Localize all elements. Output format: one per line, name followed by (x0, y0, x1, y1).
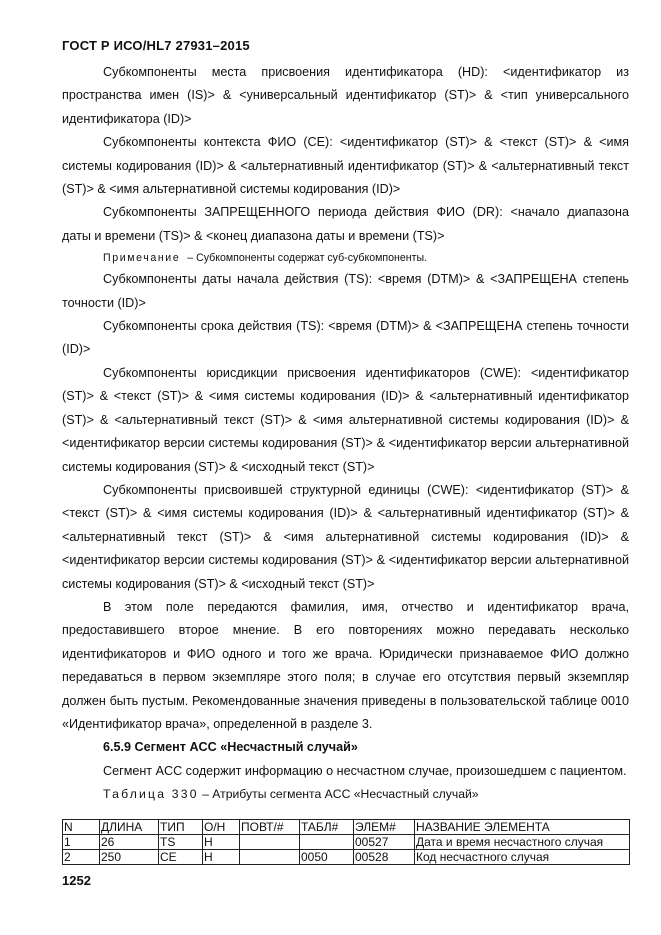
table-cell: 1 (63, 835, 100, 850)
column-header: ТИП (159, 820, 203, 835)
paragraph-hd-subcomponents: Субкомпоненты места присвоения идентификатора (HD): <идентификатор из пространства имен (IS)> & <универсальный идентификатор (ST)> & <тип универсального идентификатора (ID)> (62, 65, 629, 126)
table-caption-label: Таблица 330 (103, 787, 199, 802)
document-header: ГОСТ Р ИСО/HL7 27931–2015 (62, 38, 250, 53)
attributes-table (62, 819, 630, 865)
column-header: ПОВТ/# (240, 820, 300, 835)
table-cell: 2 (63, 850, 100, 865)
table-cell: 26 (100, 835, 159, 850)
document-body (62, 61, 629, 807)
column-header: О/Н (203, 820, 240, 835)
table-caption (62, 783, 629, 806)
table-cell: 0050 (300, 850, 354, 865)
table-cell (240, 835, 300, 850)
table-cell (240, 850, 300, 865)
section-heading: 6.5.9 Сегмент ACC «Несчастный случай» (103, 740, 358, 755)
table-cell: 00527 (354, 835, 415, 850)
paragraph-field-description: В этом поле передаются фамилия, имя, отчество и идентификатор врача, предоставившего второе мнение. В его повторениях можно передавать несколько идентификаторов и ФИО одного и того же врача. Юридически признаваемое ФИО должно передаваться в первом экземпляре этого поля; в случае его отсутствия первый экземпляр должен быть пустым. Рекомендованные значения приведены в пользовательской таблице 0010 «Идентификатор врача», определенной в разделе 3. (62, 599, 629, 731)
table-cell: CE (159, 850, 203, 865)
paragraph-duration-subcomponents: Субкомпоненты срока действия (TS): <время (DTM)> & <ЗАПРЕЩЕНА степень точности (ID)> (62, 319, 629, 357)
paragraph-ce-subcomponents: Субкомпоненты контекста ФИО (CE): <идентификатор (ST)> & <текст (ST)> & <имя системы кодирования (ID)> & <альтернативный идентификатор (ST)> & <альтернативный текст (ST)> & <имя альтернативной системы кодирования (ID)> (62, 135, 629, 197)
table-cell: TS (159, 835, 203, 850)
table-row (63, 850, 630, 865)
table-cell: 250 (100, 850, 159, 865)
table-header-row (63, 820, 630, 835)
paragraph-unit-subcomponents: Субкомпоненты присвоившей структурной единицы (CWE): <идентификатор (ST)> & <текст (ST)> & <имя системы кодирования (ID)> & <альтернативный идентификатор (ST)> & <альтернативный текст (ST)> & <имя альтернативной системы кодирования (ID)> & <идентификатор версии системы кодирования (ST)> & <идентификатор версии альтернативной системы кодирования (ST)> & <исходный текст (ST)> (62, 482, 629, 591)
table-caption-text: – Атрибуты сегмента ACC «Несчастный случай» (202, 787, 479, 802)
table-row (63, 835, 630, 850)
note-label: Примечание (103, 252, 181, 265)
table-cell: 00528 (354, 850, 415, 865)
column-header: N (63, 820, 100, 835)
page-number: 1252 (62, 873, 91, 888)
table-cell: Н (203, 835, 240, 850)
paragraph-segment-description: Сегмент ACC содержит информацию о несчастном случае, произошедшем с пациентом. (103, 763, 627, 778)
note-text: – Субкомпоненты содержат суб-субкомпоненты. (187, 252, 428, 265)
column-header: ЭЛЕМ# (354, 820, 415, 835)
column-header: НАЗВАНИЕ ЭЛЕМЕНТА (415, 820, 630, 835)
paragraph-dr-subcomponents: Субкомпоненты ЗАПРЕЩЕННОГО периода действия ФИО (DR): <начало диапазона даты и времени (TS)> & <конец диапазона даты и времени (TS)> (62, 205, 629, 243)
note (62, 248, 629, 268)
column-header: ДЛИНА (100, 820, 159, 835)
table-cell: Код несчастного случая (415, 850, 630, 865)
paragraph-start-date-subcomponents: Субкомпоненты даты начала действия (TS): <время (DTM)> & <ЗАПРЕЩЕНА степень точности (ID)> (62, 272, 629, 310)
paragraph-jurisdiction-subcomponents: Субкомпоненты юрисдикции присвоения идентификаторов (CWE): <идентификатор (ST)> & <текст (ST)> & <имя системы кодирования (ID)> & <альтернативный идентификатор (ST)> & <альтернативный текст (ST)> & <имя альтернативной системы кодирования (ID)> & <идентификатор версии системы кодирования (ST)> & <идентификатор версии альтернативной системы кодирования (ST)> & <исходный текст (ST)> (62, 365, 629, 474)
table-cell: Дата и время несчастного случая (415, 835, 630, 850)
table-cell (300, 835, 354, 850)
table-cell: Н (203, 850, 240, 865)
column-header: ТАБЛ# (300, 820, 354, 835)
